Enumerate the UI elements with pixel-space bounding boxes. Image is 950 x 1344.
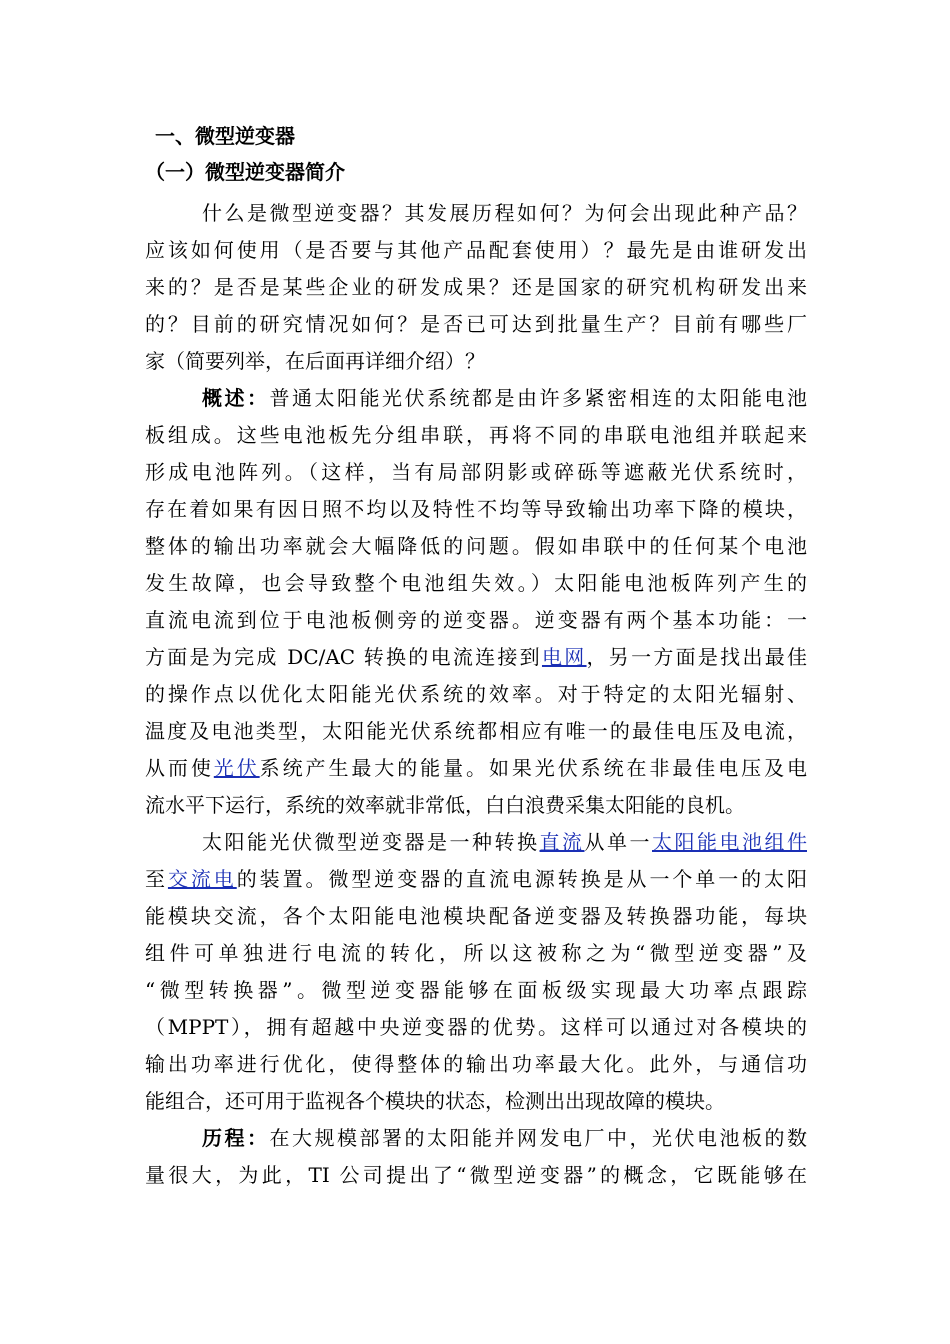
paragraph-questions [145, 195, 807, 380]
text-line [145, 750, 807, 787]
text-line: 形成电池阵列。（这样，当有局部阴影或碎砾等遮蔽光伏系统时， [145, 460, 807, 484]
text-line: 存在着如果有因日照不均以及特性不均等导致输出功率下降的模块， [145, 497, 807, 521]
overview-label: 概述： [202, 386, 270, 410]
text-line: 量很大，为此，TI 公司提出了“微型逆变器”的概念，它既能够在 [145, 1163, 807, 1187]
paragraph-history [145, 1120, 807, 1194]
section-heading: 一、微型逆变器 [155, 124, 295, 148]
link-solar-module[interactable]: 太阳能电池组件 [652, 830, 807, 854]
text-line: 应该如何使用（是否要与其他产品配套使用）？最先是由谁研发出 [145, 238, 807, 262]
subsection-heading: （一）微型逆变器简介 [145, 160, 345, 184]
text-span: 方面是为完成 DC/AC 转换的电流连接到 [145, 645, 542, 669]
text-line: 组件可单独进行电流的转化，所以这被称之为“微型逆变器”及 [145, 941, 807, 965]
link-photovoltaic[interactable]: 光伏 [213, 756, 260, 780]
link-power-grid[interactable]: 电网 [541, 645, 587, 669]
text-line: （MPPT），拥有超越中央逆变器的优势。这样可以通过对各模块的 [145, 1015, 807, 1039]
paragraph-microinverter [145, 824, 807, 1120]
text-line [145, 639, 807, 676]
text-line: 直流电流到位于电池板侧旁的逆变器。逆变器有两个基本功能：一 [145, 608, 807, 632]
document-content [145, 118, 807, 1194]
text-line: 能组合，还可用于监视各个模块的状态，检测出出现故障的模块。 [145, 1089, 725, 1113]
paragraph-overview [145, 380, 807, 824]
text-line: 板组成。这些电池板先分组串联，再将不同的串联电池组并联起来 [145, 423, 807, 447]
text-line: 什么是微型逆变器？其发展历程如何？为何会出现此种产品？ [202, 201, 807, 225]
text-line: 温度及电池类型，太阳能光伏系统都相应有唯一的最佳电压及电流， [145, 719, 807, 743]
text-span: ，另一方面是找出最佳 [586, 645, 808, 669]
link-alternating-current[interactable]: 交流电 [167, 867, 237, 891]
text-span: 在大规模部署的太阳能并网发电厂中，光伏电池板的数 [269, 1126, 807, 1150]
text-line: 能模块交流，各个太阳能电池模块配备逆变器及转换器功能，每块 [145, 904, 807, 928]
text-line: 流水平下运行，系统的效率就非常低，白白浪费采集太阳能的良机。 [145, 793, 745, 817]
history-label: 历程： [202, 1126, 270, 1150]
text-line [145, 380, 807, 417]
text-span: 从而使 [145, 756, 214, 780]
text-line [145, 1120, 807, 1157]
text-line [145, 824, 807, 861]
text-span: 太阳能光伏微型逆变器是一种转换 [202, 830, 540, 854]
text-line [145, 861, 807, 898]
text-line: 的？目前的研究情况如何？是否已可达到批量生产？目前有哪些厂 [145, 312, 807, 336]
text-line: 的操作点以优化太阳能光伏系统的效率。对于特定的太阳光辐射、 [145, 682, 807, 706]
text-line: “微型转换器”。微型逆变器能够在面板级实现最大功率点跟踪 [145, 978, 807, 1002]
text-line: 家（简要列举，在后面再详细介绍）？ [145, 349, 485, 373]
text-span: 系统产生最大的能量。如果光伏系统在非最佳电压及电 [259, 756, 808, 780]
text-line: 整体的输出功率就会大幅降低的问题。假如串联中的任何某个电池 [145, 534, 807, 558]
text-line: 发生故障，也会导致整个电池组失效。）太阳能电池板阵列产生的 [145, 571, 807, 595]
text-line: 来的？是否是某些企业的研发成果？还是国家的研究机构研发出来 [145, 275, 807, 299]
text-span: 至 [145, 867, 168, 891]
text-span: 从单一 [584, 830, 652, 854]
link-direct-current[interactable]: 直流 [539, 830, 585, 854]
text-line: 输出功率进行优化，使得整体的输出功率最大化。此外，与通信功 [145, 1052, 807, 1076]
text-span: 普通太阳能光伏系统都是由许多紧密相连的太阳能电池 [269, 386, 807, 410]
text-span: 的装置。微型逆变器的直流电源转换是从一个单一的太阳 [236, 867, 808, 891]
